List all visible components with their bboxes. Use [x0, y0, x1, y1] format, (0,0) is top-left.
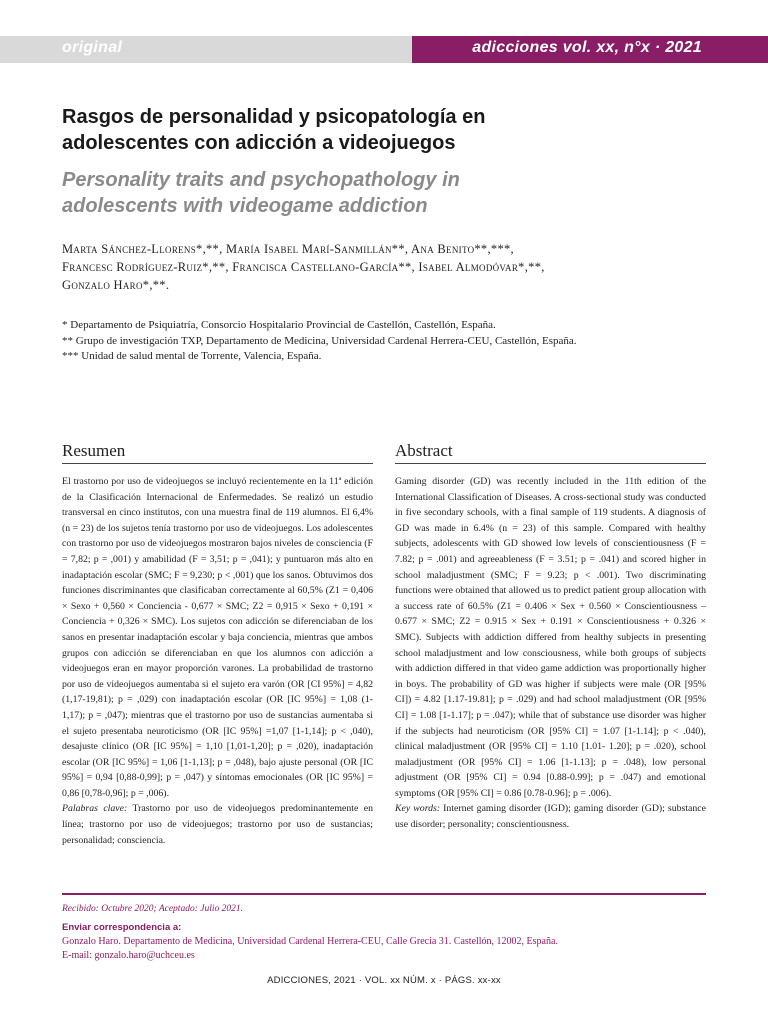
abstract-column	[395, 474, 706, 833]
resumen-column	[62, 474, 373, 848]
top-margin	[0, 0, 768, 32]
footer-rule	[62, 893, 706, 895]
correspondence-email[interactable]: E-mail: gonzalo.haro@uchceu.es	[62, 950, 195, 961]
author-line: Gonzalo Haro*,**.	[62, 278, 170, 292]
abstract-keywords	[395, 801, 706, 832]
author-line: Marta Sánchez-Llorens*,**, María Isabel Marí-Sanmillán**, Ana Benito**,***,	[62, 242, 514, 256]
correspondence-address: Gonzalo Haro. Departamento de Medicina, Universidad Cardenal Herrera-CEU, Calle Grecia 31. Castellón, 12002, España.	[62, 936, 558, 947]
keywords-text: Trastorno por uso de videojuegos predominantemente en línea; trastorno por uso de videojuegos; trastorno por uso de sustancias; personalidad; consciencia.	[62, 803, 373, 846]
affiliation: * Departamento de Psiquiatría, Consorcio Hospitalario Provincial de Castellón, Castellón, España.	[62, 319, 496, 331]
abstract-rule	[395, 463, 706, 464]
resumen-keywords	[62, 801, 373, 848]
resumen-body: El trastorno por uso de videojuegos se incluyó recientemente en la 11ª edición de la Clasificación Internacional de Enfermedades. Se realizó un estudio transversal en cinco institutos, con una muestra final de 119 alumnos. El 6,4% (n = 23) de los sujetos tenía trastorno por uso de videojuegos. Los adolescentes con trastorno por uso de videojuegos mostraron bajos niveles de consciencia (F = 7,82; p = ,001) y amabilidad (F = 3,51; p = ,041); y puntuaron más alto en inadaptación escolar (SMC; F = 9,230; p < ,001) que los sanos. Obtuvimos dos funciones discriminantes que clasificaban correctamente al 60,5% (Z1 = 0,406 × Sexo + 0,560 × Conciencia - 0,677 × SMC; Z2 = 0,915 × Sexo + 0,191 × Conciencia + 0,326 × SMC). Los sujetos con adicción se diferenciaban de los sanos en presentar inadaptación escolar y baja conciencia, mientras que ambos grupos con adicción se diferenciaban en que los alumnos con adicción a videojuegos eran en mayor proporción varones. La probabilidad de trastorno por uso de videojuegos aumentaba si el sujeto era varón (OR [CI 95%] = 4,82 (1,17-19,81); p = ,029) con inadaptación escolar (OR [IC 95%] = 1,08 (1-1,17); p = ,047); mientras que el trastorno por uso de sustancias aumentaba si el sujeto presentaba neuroticismo (OR [IC 95%] =1,07 [1-1,14]; p < ,040), desajuste clínico (OR [IC 95%] = 1,10 [1,01-1,20]; p = ,020), inadaptación escolar (OR [IC 95%] = 1,06 [1-1,13]; p = ,048), bajo ajuste personal (OR [IC 95%] = 0,94 [0,88-0,99]; p = ,047) y síntomas emocionales (OR [IC 95%] = 0,86 [0,78-0,96]; p = ,006).	[62, 476, 373, 799]
keywords-text: Internet gaming disorder (IGD); gaming disorder (GD); substance use disorder; personality; conscientiousness.	[395, 803, 706, 831]
affiliations	[62, 318, 712, 365]
resumen-heading: Resumen	[62, 441, 126, 460]
abstract-body: Gaming disorder (GD) was recently included in the 11th edition of the International Classification of Diseases. A cross-sectional study was conducted in five secondary schools, with a final sample of 119 students. A diagnosis of GD was made in 6.4% (n = 23) of this sample. Compared with healthy subjects, adolescents with GD showed low levels of conscientiousness (F = 7.82; p = .001) and agreeableness (F = 3.51; p = .041) and scored higher in school maladjustment (SMC; F = 9.23; p < .001). Two discriminating functions were obtained that allowed us to predict patient group allocation with a success rate of 60.5% (Z1 = 0.406 × Sex + 0.560 × Conscientiousness – 0.677 × SMC; Z2 = 0.915 × Sex + 0.191 × Conscientiousness + 0.326 × SMC). Subjects with addiction differed from healthy subjects in presenting school maladjustment and low consciousness, while both groups of subjects with addiction differed in that video game addiction was proportionally higher in boys. The probability of GD was higher if subjects were male (OR [95% CI]) = 4.82 [1.17-19.81]; p = .029) and had school maladjustment (OR [95% CI] = 1.08 [1-1.17]; p = .047); while that of substance use disorder was higher if the subjects had neuroticism (OR [95% CI] = 1.07 [1-1.14]; p < .040), clinical maladjustment (OR [95% CI] = 1.10 [1.01- 1.20]; p = .020), school maladjustment (OR [95% CI] = 1.06 [1-1.13]; p = .048), low personal adjustment (OR [95% CI] = 0.94 [0.88-0.99]; p = .047) and emotional symptoms (OR [95% CI] = 0.86 [0.78-0.96]; p = .006).	[395, 476, 706, 799]
resumen-rule	[62, 463, 373, 464]
title-english: Personality traits and psychopathology in adolescents with videogame addiction	[62, 169, 460, 217]
section-label: original	[62, 39, 123, 56]
affiliation: *** Unidad de salud mental de Torrente, Valencia, España.	[62, 350, 322, 362]
keywords-label: Key words:	[395, 803, 441, 815]
abstract-heading: Abstract	[395, 441, 453, 460]
keywords-label: Palabras clave:	[62, 803, 128, 815]
correspondence-heading: Enviar correspondencia a:	[62, 922, 182, 933]
journal-label: adicciones vol. xx, n°x · 2021	[472, 39, 702, 56]
page-footer: ADICCIONES, 2021 · VOL. xx NÚM. x · PÁGS. xx-xx	[267, 975, 501, 986]
title-spanish: Rasgos de personalidad y psicopatología en adolescentes con adicción a videojuegos	[62, 106, 486, 154]
author-list	[62, 240, 712, 294]
author-line: Francesc Rodríguez-Ruiz*,**, Francisca Castellano-García**, Isabel Almodóvar*,**,	[62, 260, 545, 274]
received-accepted-dates: Recibido: Octubre 2020; Aceptado: Julio 2021.	[62, 904, 243, 914]
affiliation: ** Grupo de investigación TXP, Departamento de Medicina, Universidad Cardenal Herrera-CEU, Castellón, España.	[62, 334, 577, 347]
